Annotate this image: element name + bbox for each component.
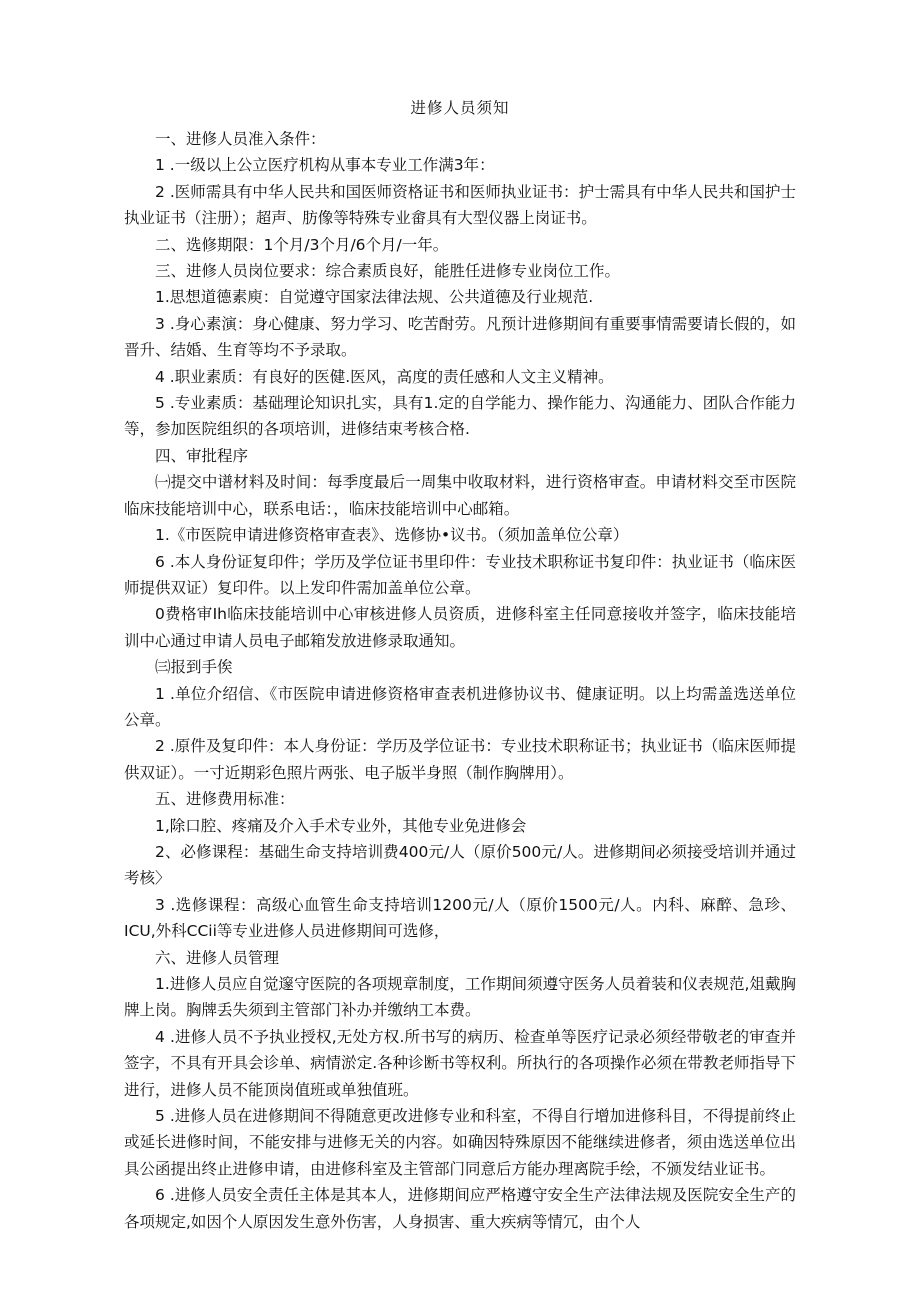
paragraph: 六、进修人员管理 [155, 948, 280, 967]
document-body [124, 126, 796, 1235]
paragraph: 1 .单位介绍信、《市医院申请进修资格审查表机进修协议书、健康证明。以上均需盖选送单位公章。 [124, 684, 796, 729]
paragraph: 1,除口腔、疼痛及介入手术专业外，其他专业免进修会 [155, 816, 527, 835]
paragraph: 1.思想道德素庾：自觉遵守国家法律法规、公共道德及行业规范. [155, 288, 594, 307]
paragraph: ㈠提交中谱材料及时间：每季度最后一周集中收取材料，进行资格审查。申请材料交至市医院临床技能培训中心，联系电话：，临床技能培训中心邮箱。 [124, 473, 796, 518]
paragraph: 四、审批程序 [155, 446, 249, 465]
paragraph: 一、进修人员准入条件： [155, 130, 326, 148]
paragraph: 五、进修费用标准： [155, 790, 295, 809]
paragraph: 4 .进修人员不予执业授权,无处方权.所书写的病历、检查单等医疗记录必须经带敬老的审查并签字，不具有开具会诊单、病情淤定.各种诊断书等权利。所执行的各项操作必须在带教老师指导下进行，进修人员不能顶岗值班或单独值班。 [124, 1027, 796, 1099]
paragraph: 2 .原件及复印件：本人身份证：学历及学位证书：专业技术职称证书；执业证书（临床医师提供双证）。一寸近期彩色照片两张、电子版半身照（制作胸牌用）。 [124, 737, 796, 782]
paragraph: ㈢报到手俟 [155, 658, 233, 677]
paragraph: 二、选修期限：1个月/3个月/6个月/一年。 [155, 235, 449, 254]
paragraph: 2 .医师需具有中华人民共和国医师资格证书和医师执业证书：护士需具有中华人民共和国护士执业证书（注册）；超声、肪像等特殊专业畲具有大型仪器上岗证书。 [124, 182, 796, 228]
paragraph: 1.进修人员应自觉邃守医院的各项规章制度，工作期间须遵守医务人员着装和仪表规范,俎戴胸牌上岗。胸牌丢失须到主管部门补办并缴纳工本费。 [124, 975, 796, 1020]
paragraph: 6 .本人身份证复印件；学历及学位证书里印件：专业技术职称证书复印件：执业证书（临床医师提供双证）复印件。以上发印件需加盖单位公章。 [124, 552, 796, 597]
paragraph: 6 .进修人员安全责任主体是其本人，进修期间应严格遵守安全生产法律法规及医院安全生产的各项规定,如因个人原因发生意外伤害，人身损害、重大疾病等情冗，由个人 [124, 1186, 796, 1231]
document-page [124, 90, 796, 1235]
paragraph: 4 .职业素质：有良好的医健.医风，高度的责任感和人文主义精神。 [155, 367, 614, 386]
paragraph: 5 .进修人员在进修期间不得随意更改进修专业和科室，不得自行增加进修科目，不得提前终止或延长进修时间，不能安排与进修无关的内容。如确因特殊原因不能继续进修者，须由选送单位出具公函提出终止进修申请，由进修科室及主管部门同意后方能办理离院手绘，不颁发结业证书。 [124, 1107, 796, 1178]
paragraph: 0费格审Ih临床技能培训中心审核进修人员资质，进修科室主任同意接收并签字，临床技能培训中心通过申请人员电子邮箱发放进修录取通知。 [124, 605, 796, 650]
paragraph: 3 .身心素演：身心健康、努力学习、吃苦酎劳。凡预计进修期间有重要事情需要请长假的，如晋升、结婚、生育等均不予录取。 [124, 314, 796, 360]
paragraph: 3 .选修课程：高级心血管生命支持培训1200元/人（原价1500元/人。内科、麻醉、急珍、ICU,外科CCii等专业进修人员进修期间可选修， [124, 895, 796, 941]
paragraph: 2、必修课程：基础生命支持培训费400元/人（原价500元/人。进修期间必须接受培训并通过考核〉 [124, 842, 796, 888]
paragraph: 三、进修人员岗位要求：综合素质良好，能胜任进修专业岗位工作。 [155, 262, 621, 281]
paragraph: 5 .专业素质：基础理论知识扎实，具有1.定的自学能力、操作能力、沟通能力、团队合作能力等，参加医院组织的各项培训，进修结束考核合格. [124, 394, 796, 439]
document-title: 进修人员须知 [410, 99, 510, 117]
paragraph: 1 .一级以上公立医疗机构从事本专业工作满3年： [155, 156, 495, 175]
paragraph: 1.《市医院申请进修资格审查表》、选修协•议书。（须加盖单位公章） [155, 526, 629, 545]
